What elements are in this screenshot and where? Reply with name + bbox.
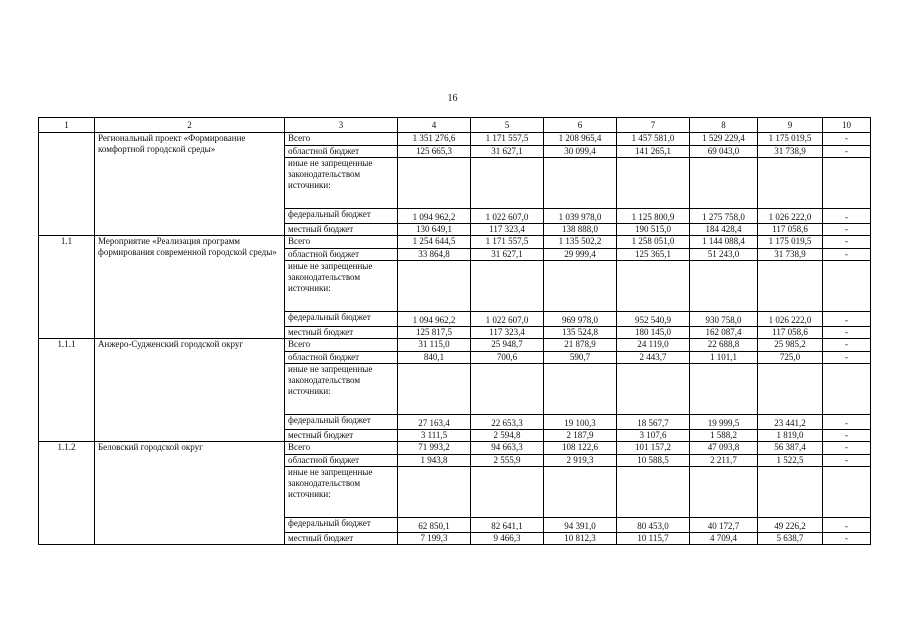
value-cell bbox=[617, 467, 690, 518]
value-cell: 125 817,5 bbox=[398, 327, 471, 339]
value-cell: 1 258 051,0 bbox=[617, 236, 690, 249]
funding-source-label: местный бюджет bbox=[285, 327, 398, 339]
value-cell bbox=[758, 364, 823, 415]
value-cell: 1 125 800,9 bbox=[617, 209, 690, 224]
value-cell bbox=[544, 364, 617, 415]
value-cell: 130 649,1 bbox=[398, 224, 471, 236]
value-cell: 94 391,0 bbox=[544, 518, 617, 533]
funding-source-label: областной бюджет bbox=[285, 352, 398, 364]
funding-source-label: Всего bbox=[285, 442, 398, 455]
col10-cell: - bbox=[823, 442, 871, 455]
value-cell: 2 555,9 bbox=[471, 455, 544, 467]
col10-cell: - bbox=[823, 224, 871, 236]
value-cell: 82 641,1 bbox=[471, 518, 544, 533]
value-cell: 1 171 557,5 bbox=[471, 133, 544, 146]
value-cell bbox=[471, 158, 544, 209]
funding-source-label: областной бюджет bbox=[285, 146, 398, 158]
funding-source-label: местный бюджет bbox=[285, 224, 398, 236]
value-cell: 1 351 276,6 bbox=[398, 133, 471, 146]
value-cell: 1 522,5 bbox=[758, 455, 823, 467]
value-cell: 29 999,4 bbox=[544, 249, 617, 261]
value-cell: 3 107,6 bbox=[617, 430, 690, 442]
value-cell: 180 145,0 bbox=[617, 327, 690, 339]
value-cell: 101 157,2 bbox=[617, 442, 690, 455]
value-cell bbox=[471, 261, 544, 312]
value-cell: 2 919,3 bbox=[544, 455, 617, 467]
section-name: Мероприятие «Реализация программ формирования современной городской среды» bbox=[95, 236, 285, 339]
funding-source-label: иные не запрещенные законодательством источники: bbox=[285, 364, 398, 415]
value-cell: 2 187,9 bbox=[544, 430, 617, 442]
value-cell: 190 515,0 bbox=[617, 224, 690, 236]
value-cell: 1 275 758,0 bbox=[690, 209, 758, 224]
value-cell: 69 043,0 bbox=[690, 146, 758, 158]
funding-source-label: иные не запрещенные законодательством источники: bbox=[285, 158, 398, 209]
value-cell: 1 175 019,5 bbox=[758, 133, 823, 146]
section-code: 1.1.1 bbox=[39, 339, 95, 442]
value-cell: 725,0 bbox=[758, 352, 823, 364]
section-name: Анжеро-Судженский городской округ bbox=[95, 339, 285, 442]
value-cell: 3 111,5 bbox=[398, 430, 471, 442]
value-cell: 10 812,3 bbox=[544, 533, 617, 545]
value-cell: 1 171 557,5 bbox=[471, 236, 544, 249]
value-cell: 1 588,2 bbox=[690, 430, 758, 442]
value-cell: 56 387,4 bbox=[758, 442, 823, 455]
value-cell: 184 428,4 bbox=[690, 224, 758, 236]
value-cell: 117 323,4 bbox=[471, 327, 544, 339]
value-cell: 162 087,4 bbox=[690, 327, 758, 339]
funding-source-label: федеральный бюджет bbox=[285, 518, 398, 533]
value-cell: 590,7 bbox=[544, 352, 617, 364]
header-cell: 9 bbox=[758, 118, 823, 133]
value-cell: 9 466,3 bbox=[471, 533, 544, 545]
value-cell: 23 441,2 bbox=[758, 415, 823, 430]
col10-cell: - bbox=[823, 518, 871, 533]
value-cell bbox=[617, 261, 690, 312]
value-cell bbox=[690, 364, 758, 415]
value-cell: 51 243,0 bbox=[690, 249, 758, 261]
value-cell: 1 175 019,5 bbox=[758, 236, 823, 249]
header-cell: 5 bbox=[471, 118, 544, 133]
col10-cell: - bbox=[823, 236, 871, 249]
value-cell: 969 978,0 bbox=[544, 312, 617, 327]
col10-cell: - bbox=[823, 415, 871, 430]
value-cell: 19 999,5 bbox=[690, 415, 758, 430]
header-cell: 4 bbox=[398, 118, 471, 133]
value-cell bbox=[471, 364, 544, 415]
section-name: Региональный проект «Формирование комфортной городской среды» bbox=[95, 133, 285, 236]
value-cell: 1 135 502,2 bbox=[544, 236, 617, 249]
value-cell: 5 638,7 bbox=[758, 533, 823, 545]
table-row bbox=[39, 339, 871, 352]
section-code bbox=[39, 133, 95, 236]
value-cell: 10 588,5 bbox=[617, 455, 690, 467]
col10-cell: - bbox=[823, 352, 871, 364]
value-cell: 31 738,9 bbox=[758, 146, 823, 158]
value-cell bbox=[617, 364, 690, 415]
col10-cell: - bbox=[823, 327, 871, 339]
value-cell: 18 567,7 bbox=[617, 415, 690, 430]
value-cell: 10 115,7 bbox=[617, 533, 690, 545]
value-cell: 1 819,0 bbox=[758, 430, 823, 442]
value-cell: 117 323,4 bbox=[471, 224, 544, 236]
col10-cell: - bbox=[823, 339, 871, 352]
value-cell: 1 254 644,5 bbox=[398, 236, 471, 249]
value-cell bbox=[690, 467, 758, 518]
col10-cell: - bbox=[823, 312, 871, 327]
value-cell bbox=[544, 467, 617, 518]
value-cell bbox=[758, 261, 823, 312]
value-cell bbox=[690, 158, 758, 209]
col10-cell: - bbox=[823, 133, 871, 146]
section-name: Беловский городской округ bbox=[95, 442, 285, 545]
value-cell: 141 265,1 bbox=[617, 146, 690, 158]
funding-source-label: иные не запрещенные законодательством источники: bbox=[285, 467, 398, 518]
header-cell: 10 bbox=[823, 118, 871, 133]
value-cell: 4 709,4 bbox=[690, 533, 758, 545]
value-cell: 117 058,6 bbox=[758, 327, 823, 339]
value-cell: 19 100,3 bbox=[544, 415, 617, 430]
funding-source-label: Всего bbox=[285, 133, 398, 146]
header-row bbox=[39, 118, 871, 133]
value-cell: 31 115,0 bbox=[398, 339, 471, 352]
header-cell: 7 bbox=[617, 118, 690, 133]
value-cell: 25 948,7 bbox=[471, 339, 544, 352]
value-cell: 7 199,3 bbox=[398, 533, 471, 545]
funding-source-label: федеральный бюджет bbox=[285, 312, 398, 327]
col10-cell bbox=[823, 261, 871, 312]
section-code: 1.1.2 bbox=[39, 442, 95, 545]
value-cell: 1 026 222,0 bbox=[758, 209, 823, 224]
value-cell: 21 878,9 bbox=[544, 339, 617, 352]
value-cell: 1 039 978,0 bbox=[544, 209, 617, 224]
value-cell: 1 094 962,2 bbox=[398, 209, 471, 224]
value-cell: 1 026 222,0 bbox=[758, 312, 823, 327]
value-cell: 108 122,6 bbox=[544, 442, 617, 455]
value-cell bbox=[758, 467, 823, 518]
value-cell: 40 172,7 bbox=[690, 518, 758, 533]
budget-table bbox=[38, 117, 871, 545]
funding-source-label: местный бюджет bbox=[285, 430, 398, 442]
value-cell: 22 653,3 bbox=[471, 415, 544, 430]
value-cell: 25 985,2 bbox=[758, 339, 823, 352]
col10-cell bbox=[823, 467, 871, 518]
value-cell: 30 099,4 bbox=[544, 146, 617, 158]
table-row bbox=[39, 133, 871, 146]
value-cell: 80 453,0 bbox=[617, 518, 690, 533]
value-cell: 27 163,4 bbox=[398, 415, 471, 430]
value-cell: 94 663,3 bbox=[471, 442, 544, 455]
funding-source-label: областной бюджет bbox=[285, 249, 398, 261]
col10-cell bbox=[823, 364, 871, 415]
value-cell: 62 850,1 bbox=[398, 518, 471, 533]
value-cell: 952 540,9 bbox=[617, 312, 690, 327]
value-cell: 1 094 962,2 bbox=[398, 312, 471, 327]
value-cell: 840,1 bbox=[398, 352, 471, 364]
value-cell bbox=[544, 261, 617, 312]
value-cell: 117 058,6 bbox=[758, 224, 823, 236]
value-cell bbox=[690, 261, 758, 312]
value-cell: 1 022 607,0 bbox=[471, 209, 544, 224]
value-cell: 31 627,1 bbox=[471, 146, 544, 158]
header-cell: 3 bbox=[285, 118, 398, 133]
value-cell: 1 943,8 bbox=[398, 455, 471, 467]
section-code: 1.1 bbox=[39, 236, 95, 339]
funding-source-label: Всего bbox=[285, 236, 398, 249]
value-cell bbox=[398, 261, 471, 312]
value-cell: 930 758,0 bbox=[690, 312, 758, 327]
header-cell: 1 bbox=[39, 118, 95, 133]
value-cell: 1 022 607,0 bbox=[471, 312, 544, 327]
value-cell: 1 457 581,0 bbox=[617, 133, 690, 146]
value-cell: 24 119,0 bbox=[617, 339, 690, 352]
value-cell: 2 594,8 bbox=[471, 430, 544, 442]
table-row bbox=[39, 442, 871, 455]
value-cell: 135 524,8 bbox=[544, 327, 617, 339]
col10-cell: - bbox=[823, 209, 871, 224]
header-cell: 8 bbox=[690, 118, 758, 133]
value-cell: 31 738,9 bbox=[758, 249, 823, 261]
value-cell: 2 211,7 bbox=[690, 455, 758, 467]
value-cell: 71 993,2 bbox=[398, 442, 471, 455]
value-cell bbox=[544, 158, 617, 209]
col10-cell: - bbox=[823, 533, 871, 545]
funding-source-label: федеральный бюджет bbox=[285, 209, 398, 224]
value-cell: 125 365,1 bbox=[617, 249, 690, 261]
funding-source-label: местный бюджет bbox=[285, 533, 398, 545]
value-cell: 33 864,8 bbox=[398, 249, 471, 261]
value-cell: 125 665,3 bbox=[398, 146, 471, 158]
col10-cell: - bbox=[823, 430, 871, 442]
value-cell: 1 101,1 bbox=[690, 352, 758, 364]
col10-cell: - bbox=[823, 455, 871, 467]
header-cell: 6 bbox=[544, 118, 617, 133]
value-cell: 31 627,1 bbox=[471, 249, 544, 261]
value-cell bbox=[398, 364, 471, 415]
value-cell: 700,6 bbox=[471, 352, 544, 364]
col10-cell bbox=[823, 158, 871, 209]
value-cell: 49 226,2 bbox=[758, 518, 823, 533]
value-cell: 2 443,7 bbox=[617, 352, 690, 364]
col10-cell: - bbox=[823, 146, 871, 158]
value-cell: 22 688,8 bbox=[690, 339, 758, 352]
value-cell bbox=[398, 158, 471, 209]
value-cell bbox=[398, 467, 471, 518]
funding-source-label: федеральный бюджет bbox=[285, 415, 398, 430]
header-cell: 2 bbox=[95, 118, 285, 133]
value-cell: 1 144 088,4 bbox=[690, 236, 758, 249]
value-cell: 138 888,0 bbox=[544, 224, 617, 236]
value-cell: 47 093,8 bbox=[690, 442, 758, 455]
value-cell bbox=[471, 467, 544, 518]
value-cell bbox=[758, 158, 823, 209]
value-cell: 1 208 965,4 bbox=[544, 133, 617, 146]
table-row bbox=[39, 236, 871, 249]
value-cell bbox=[617, 158, 690, 209]
col10-cell: - bbox=[823, 249, 871, 261]
funding-source-label: Всего bbox=[285, 339, 398, 352]
funding-source-label: областной бюджет bbox=[285, 455, 398, 467]
page-number: 16 bbox=[447, 93, 458, 104]
value-cell: 1 529 229,4 bbox=[690, 133, 758, 146]
funding-source-label: иные не запрещенные законодательством источники: bbox=[285, 261, 398, 312]
